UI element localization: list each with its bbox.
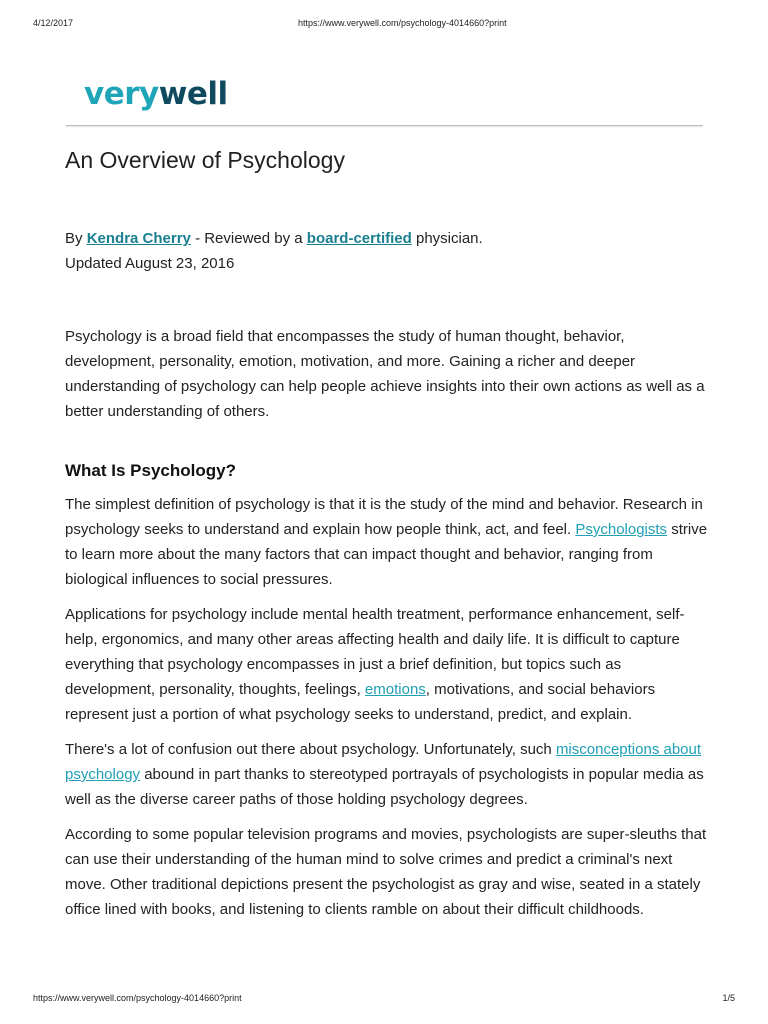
p3-before: There's a lot of confusion out there about psychology. Unfortunately, such (65, 741, 552, 758)
print-url: https://www.verywell.com/psychology-4014660?print (298, 18, 507, 28)
paragraph-3 (65, 737, 715, 812)
footer-url: https://www.verywell.com/psychology-4014660?print (33, 993, 242, 1003)
print-footer (0, 993, 768, 1007)
logo-part-very: very (84, 76, 159, 112)
p3-after: abound in part thanks to stereotyped portrayals of psychologists in popular media as well as the diverse career paths of those holding psychology degrees. (65, 766, 704, 808)
article-body (65, 324, 715, 922)
emotions-link[interactable]: emotions (364, 681, 426, 698)
logo-part-well: well (158, 76, 228, 112)
updated-date: Updated August 23, 2016 (65, 255, 235, 272)
paragraph-2 (65, 602, 715, 727)
section-heading: What Is Psychology? (65, 461, 236, 480)
author-link[interactable]: Kendra Cherry (86, 230, 191, 247)
byline-middle: - Reviewed by a (195, 230, 303, 247)
board-certified-link[interactable]: board-certified (306, 230, 412, 247)
byline-prefix: By (65, 230, 83, 247)
p2-before: Applications for psychology include mental health treatment, performance enhancement, self-help, ergonomics, and many other areas affecting health and daily life. It is difficult to capture everything that psychology encompasses in just a brief definition, but topics such as development, personality, thoughts, feelings, (65, 606, 685, 698)
paragraph-1 (65, 492, 715, 592)
verywell-logo[interactable] (84, 74, 228, 114)
article-title: An Overview of Psychology (65, 147, 345, 173)
byline-line (65, 226, 715, 251)
intro-paragraph: Psychology is a broad field that encompasses the study of human thought, behavior, development, personality, emotion, motivation, and more. Gaining a richer and deeper understanding of psychology can help people achieve insights into their own actions as well as a better understanding of others. (65, 328, 705, 420)
page-number: 1/5 (722, 993, 735, 1003)
header-divider (66, 125, 703, 126)
article (65, 144, 715, 932)
paragraph-4: According to some popular television programs and movies, psychologists are super-sleuths that can use their understanding of the human mind to solve crimes and predict a criminal's next move. Other traditional depictions present the psychologist as gray and wise, seated in a stately office lined with books, and listening to clients ramble on about their difficult childhoods. (65, 826, 707, 918)
p1-before: The simplest definition of psychology is that it is the study of the mind and behavior. Research in psychology seeks to understand and explain how people think, act, and feel. (65, 496, 703, 538)
misconceptions-link[interactable]: misconceptions about psychology (65, 741, 702, 783)
print-header (0, 18, 768, 32)
byline (65, 226, 715, 276)
p2-after: , motivations, and social behaviors represent just a portion of what psychology seeks to understand, predict, and explain. (65, 681, 656, 723)
p1-after: strive to learn more about the many factors that can impact thought and behavior, ranging from biological influences to social pressures. (65, 521, 708, 588)
psychologists-link[interactable]: Psychologists (575, 521, 668, 538)
print-date: 4/12/2017 (33, 18, 74, 28)
byline-suffix: physician. (415, 230, 483, 247)
